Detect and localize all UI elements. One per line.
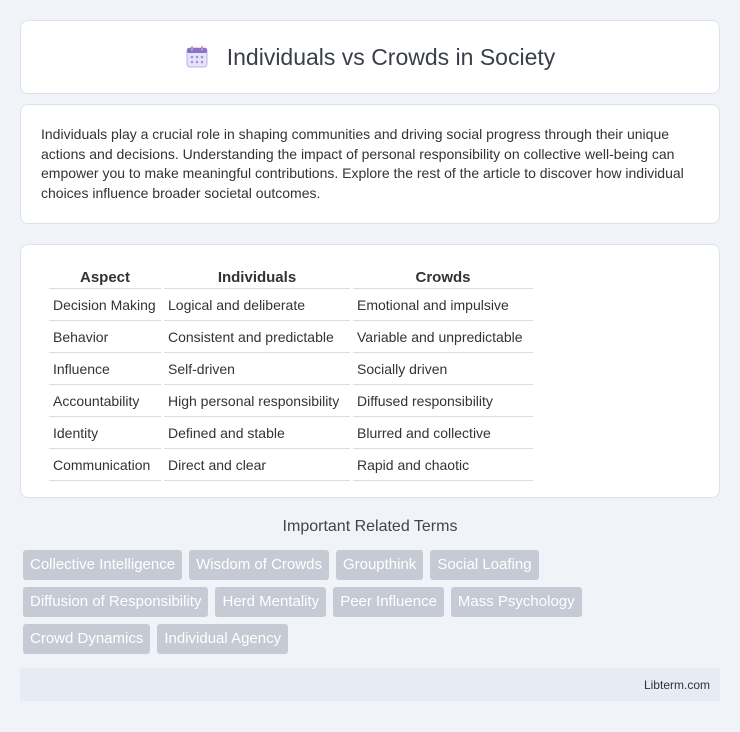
table-row	[49, 419, 533, 449]
table-cell: Emotional and impulsive	[353, 291, 533, 321]
tag-peer-influence[interactable]: Peer Influence	[333, 587, 444, 617]
table-row	[49, 451, 533, 481]
calendar-icon	[185, 45, 209, 69]
tag-individual-agency[interactable]: Individual Agency	[157, 624, 288, 654]
table-cell: Identity	[49, 419, 161, 449]
tag-collective-intelligence[interactable]: Collective Intelligence	[23, 550, 182, 580]
table-header-row	[49, 267, 533, 289]
tag-mass-psychology[interactable]: Mass Psychology	[451, 587, 582, 617]
table-header-aspect: Aspect	[49, 267, 161, 289]
table-row	[49, 355, 533, 385]
tag-diffusion-of-responsibility[interactable]: Diffusion of Responsibility	[23, 587, 208, 617]
footer-site-link[interactable]: Libterm.com	[643, 677, 710, 692]
table-cell: Direct and clear	[164, 451, 350, 481]
related-terms-list	[23, 550, 713, 661]
header-card	[20, 20, 720, 94]
table-row	[49, 387, 533, 417]
intro-paragraph: Individuals play a crucial role in shaping communities and driving social progress through their unique actions and decisions. Understanding the impact of personal responsibility on collective well-being can empower you to make meaningful contributions. Explore the rest of the article to discover how individual choices influence broader societal outcomes.	[41, 126, 684, 201]
table-cell: Socially driven	[353, 355, 533, 385]
table-cell: Decision Making	[49, 291, 161, 321]
table-cell: Diffused responsibility	[353, 387, 533, 417]
comparison-table-card	[20, 244, 720, 498]
tag-crowd-dynamics[interactable]: Crowd Dynamics	[23, 624, 150, 654]
table-cell: Variable and unpredictable	[353, 323, 533, 353]
table-header-crowds: Crowds	[353, 267, 533, 289]
table-cell: Blurred and collective	[353, 419, 533, 449]
table-cell: Rapid and chaotic	[353, 451, 533, 481]
footer	[20, 668, 720, 701]
table-cell: Logical and deliberate	[164, 291, 350, 321]
table-cell: Consistent and predictable	[164, 323, 350, 353]
tag-wisdom-of-crowds[interactable]: Wisdom of Crowds	[189, 550, 329, 580]
table-cell: Self-driven	[164, 355, 350, 385]
table-cell: Behavior	[49, 323, 161, 353]
table-cell: High personal responsibility	[164, 387, 350, 417]
table-cell: Influence	[49, 355, 161, 385]
comparison-table	[46, 265, 536, 483]
tag-social-loafing[interactable]: Social Loafing	[430, 550, 538, 580]
page-title: Individuals vs Crowds in Society	[226, 43, 556, 70]
table-cell: Defined and stable	[164, 419, 350, 449]
tag-groupthink[interactable]: Groupthink	[336, 550, 423, 580]
tag-herd-mentality[interactable]: Herd Mentality	[215, 587, 326, 617]
related-terms-title: Important Related Terms	[282, 518, 458, 535]
table-cell: Accountability	[49, 387, 161, 417]
table-row	[49, 323, 533, 353]
table-row	[49, 291, 533, 321]
intro-card	[20, 104, 720, 224]
table-header-individuals: Individuals	[164, 267, 350, 289]
table-cell: Communication	[49, 451, 161, 481]
